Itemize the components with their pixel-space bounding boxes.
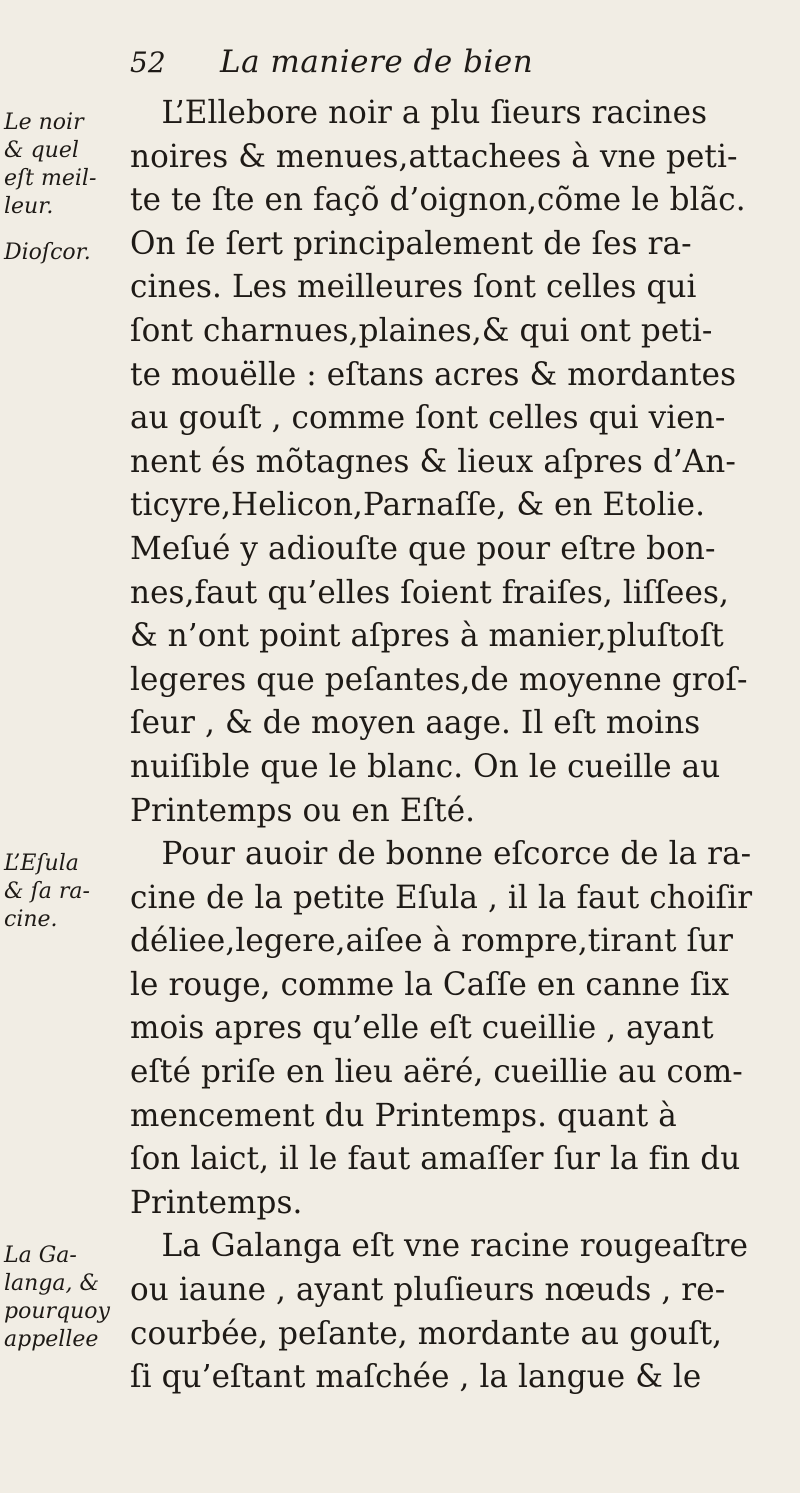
margin-note-line: appellee [4,1327,99,1353]
text-line: Pour auoir de bonne eſcorce de la ra- [161,836,752,873]
margin-note-line: Dioſcor. [4,240,91,266]
text-line: te mouëlle : eſtans acres & mordantes [130,356,737,393]
margin-note [4,110,96,222]
text-line: mois apres qu’elle eſt cueillie , ayant [130,1010,714,1047]
text-line: ſont charnues,plaines,& qui ont peti- [130,312,713,349]
text-line: courbée, peſante, mordante au gouſt, [130,1315,723,1352]
running-head: La maniere de bien [220,44,534,80]
margin-note-line: langa, & [4,1271,100,1297]
margin-note [4,240,91,268]
margin-note-line: L’Eſula [4,850,79,876]
margin-note-line: pourquoy [4,1299,110,1325]
text-line: nes,faut qu’elles ſoient fraiſes, liſſees, [130,574,729,611]
text-line: Printemps. [130,1184,303,1221]
text-line: te te ſte en façõ d’oignon,cõme le blãc. [130,182,746,219]
text-line: La Galanga eſt vne racine rougeaſtre [161,1228,749,1265]
margin-note-line: Le noir [4,109,84,135]
page-header [130,42,770,86]
text-line: ticyre,Helicon,Parnaſſe, & en Etolie. [130,487,706,524]
text-line: le rouge, comme la Caſſe en canne ſix [130,966,730,1003]
margin-note-line: La Ga- [4,1243,77,1269]
text-line: L’Ellebore noir a plu ſieurs racines [161,95,708,131]
text-line: ſeur , & de moyen aage. Il eſt moins [130,705,701,742]
text-line: Meſué y adiouſte que pour eſtre bon- [130,530,716,567]
text-line: nuiſible que le blanc. On le cueille au [130,748,721,785]
margin-note-line: & ſa ra- [4,878,90,904]
text-line: au gouſt , comme ſont celles qui vien- [130,400,726,437]
page-number: 52 [130,46,166,79]
text-line: On ſe ſert principalement de ſes ra- [130,225,692,262]
text-line: cine de la petite Eſula , il la faut choiſir [130,879,753,916]
margin-note-line: cine. [4,906,58,932]
text-line: déliee,legere,aiſee à rompre,tirant ſur [130,923,734,960]
text-line: ſon laict, il le faut amaſſer ſur la fin du [130,1141,741,1178]
margin-note [4,851,90,935]
text-line: & n’ont point aſpres à manier,pluſtoſt [130,618,724,655]
text-line: noires & menues,attachees à vne peti- [130,138,738,175]
text-line: ou iaune , ayant pluſieurs nœuds , re- [130,1272,726,1309]
text-line: mencement du Printemps. quant à [130,1097,677,1134]
text-line: cines. Les meilleures ſont celles qui [130,269,697,306]
text-line: ſi qu’eſtant maſchée , la langue & le [130,1359,702,1396]
body-text [130,92,790,1400]
margin-note-line: eſt meil- [4,165,97,191]
text-line: Printemps ou en Eſté. [130,792,476,829]
margin-note [4,1243,110,1355]
text-line: legeres que peſantes,de moyenne groſ- [130,661,748,698]
margin-note-line: & quel [4,137,79,163]
text-line: eſté priſe en lieu aëré, cueillie au com- [130,1054,743,1091]
margin-note-line: leur. [4,193,54,219]
text-line: nent és mõtagnes & lieux aſpres d’An- [130,443,736,480]
